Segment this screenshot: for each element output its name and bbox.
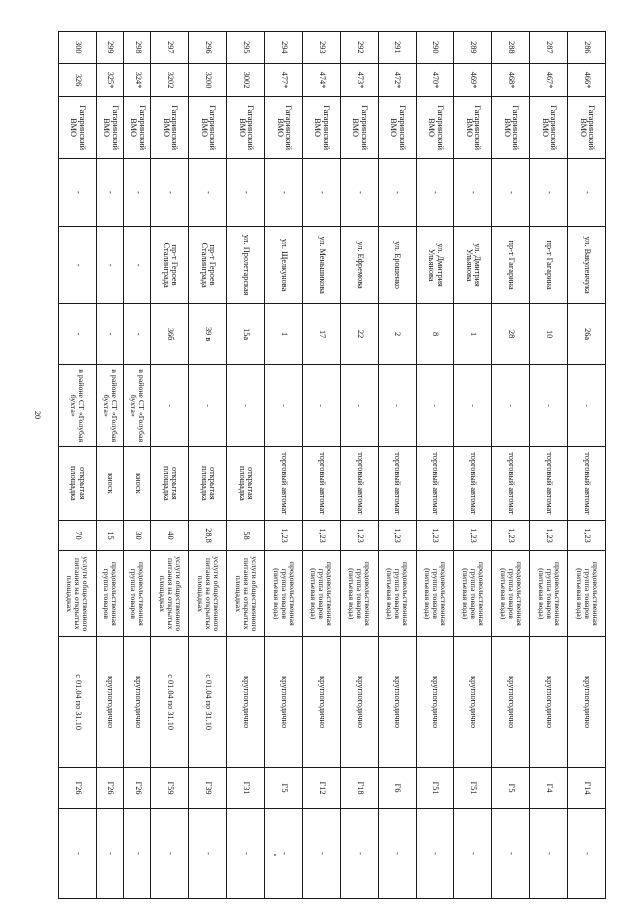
cell-district: Гагаринский ВМО (454, 97, 492, 158)
cell-zone-code: Г18 (340, 768, 378, 809)
cell-zone-code: Г39 (189, 768, 227, 809)
cell-col-empty: - (189, 158, 227, 227)
cell-period: круглогодично (303, 637, 341, 768)
cell-landmark: - (416, 365, 454, 447)
cell-specialization: услуги общественного питания на открытых площадках (151, 551, 189, 637)
cell-house-number: 22 (340, 303, 378, 364)
cell-zone-code: Г5 (492, 768, 530, 809)
cell-district: Гагаринский ВМО (492, 97, 530, 158)
cell-object-type: киоск (96, 447, 123, 521)
cell-street: ул. Щелкунова (265, 227, 303, 304)
cell-landmark: - (378, 365, 416, 447)
cell-street: - (59, 227, 97, 304)
cell-landmark: - (454, 365, 492, 447)
cell-period: круглогодично (492, 637, 530, 768)
cell-row-number: 299 (96, 32, 123, 64)
cell-col-empty: - (340, 158, 378, 227)
cell-house-number: 2 (378, 303, 416, 364)
cell-object-type: торговый автомат (265, 447, 303, 521)
cell-specialization: продовольственная группа товаров (питьевая вода) (492, 551, 530, 637)
cell-district: Гагаринский ВМО (59, 97, 97, 158)
cell-area: 1,23 (568, 520, 606, 551)
cell-landmark: - (303, 365, 341, 447)
cell-row-number: 291 (378, 32, 416, 64)
cell-district: Гагаринский ВМО (265, 97, 303, 158)
cell-district: Гагаринский ВМО (124, 97, 151, 158)
cell-house-number: 26а (568, 303, 606, 364)
table-row (416, 32, 454, 899)
cell-object-number: 470* (416, 63, 454, 97)
table-row (454, 32, 492, 899)
cell-row-number: 286 (568, 32, 606, 64)
cell-period: круглогодично (416, 637, 454, 768)
cell-col-empty: - (151, 158, 189, 227)
cell-object-type: торговый автомат (378, 447, 416, 521)
cell-period: с 01.04 по 31.10 (59, 637, 97, 768)
cell-landmark: - (530, 365, 568, 447)
cell-row-number: 293 (303, 32, 341, 64)
cell-col-empty: - (568, 158, 606, 227)
cell-row-number: 298 (124, 32, 151, 64)
cell-note: - (227, 808, 265, 898)
table-row (59, 32, 97, 899)
cell-object-type: торговый автомат (340, 447, 378, 521)
cell-landmark: в районе СТ «Голубая бухта» (124, 365, 151, 447)
cell-note: - (454, 808, 492, 898)
page-number: 20 (33, 411, 42, 419)
cell-note: - (265, 808, 303, 898)
cell-district: Гагаринский ВМО (568, 97, 606, 158)
cell-object-type: открытая площадка (189, 447, 227, 521)
cell-district: Гагаринский ВМО (96, 97, 123, 158)
cell-period: круглогодично (568, 637, 606, 768)
cell-street: пр-т Героев Сталинграда (189, 227, 227, 304)
cell-note: - (530, 808, 568, 898)
cell-object-type: торговый автомат (416, 447, 454, 521)
cell-district: Гагаринский ВМО (189, 97, 227, 158)
cell-col-empty: - (96, 158, 123, 227)
cell-zone-code: Г31 (227, 768, 265, 809)
cell-col-empty: - (124, 158, 151, 227)
cell-zone-code: Г4 (530, 768, 568, 809)
cell-house-number: - (59, 303, 97, 364)
trade-objects-table (58, 31, 606, 899)
cell-specialization: продовольственная группа товаров (124, 551, 151, 637)
cell-period: с 01.04 по 31.10 (151, 637, 189, 768)
cell-street: - (96, 227, 123, 304)
cell-house-number: 36б (151, 303, 189, 364)
cell-zone-code: Г51 (454, 768, 492, 809)
cell-area: 30 (124, 520, 151, 551)
cell-specialization: продовольственная группа товаров (питьевая вода) (378, 551, 416, 637)
cell-specialization: услуги общественного питания на открытых площадках (189, 551, 227, 637)
table-row (303, 32, 341, 899)
cell-period: круглогодично (340, 637, 378, 768)
cell-row-number: 287 (530, 32, 568, 64)
cell-street: ул. Ефремова (340, 227, 378, 304)
cell-district: Гагаринский ВМО (227, 97, 265, 158)
cell-note: - (416, 808, 454, 898)
cell-row-number: 295 (227, 32, 265, 64)
cell-row-number: 296 (189, 32, 227, 64)
cell-landmark: в районе СТ «Голубая бухта» (59, 365, 97, 447)
table-row (340, 32, 378, 899)
cell-object-number: 3002 (227, 63, 265, 97)
cell-house-number: 28 (492, 303, 530, 364)
cell-landmark: - (227, 365, 265, 447)
cell-specialization: продовольственная группа товаров (питьевая вода) (340, 551, 378, 637)
cell-landmark: - (568, 365, 606, 447)
cell-landmark: - (340, 365, 378, 447)
cell-period: круглогодично (378, 637, 416, 768)
cell-specialization: продовольственная группа товаров (питьевая вода) (416, 551, 454, 637)
cell-area: 1,23 (416, 520, 454, 551)
cell-note: - (340, 808, 378, 898)
cell-landmark: - (265, 365, 303, 447)
cell-col-empty: - (265, 158, 303, 227)
cell-object-type: торговый автомат (530, 447, 568, 521)
cell-period: круглогодично (96, 637, 123, 768)
cell-district: Гагаринский ВМО (416, 97, 454, 158)
cell-street: пр-т Гагарина (492, 227, 530, 304)
cell-row-number: 288 (492, 32, 530, 64)
cell-object-type: открытая площадка (59, 447, 97, 521)
cell-object-number: 468* (492, 63, 530, 97)
cell-specialization: продовольственная группа товаров (питьевая вода) (568, 551, 606, 637)
cell-object-number: 474* (303, 63, 341, 97)
cell-note: - (151, 808, 189, 898)
cell-street: пр-т Героев Сталинграда (151, 227, 189, 304)
cell-col-empty: - (227, 158, 265, 227)
table-row (124, 32, 151, 899)
cell-specialization: продовольственная группа товаров (питьевая вода) (303, 551, 341, 637)
cell-house-number: - (124, 303, 151, 364)
cell-object-number: 469* (454, 63, 492, 97)
cell-period: круглогодично (265, 637, 303, 768)
cell-district: Гагаринский ВМО (530, 97, 568, 158)
cell-period: с 01.04 по 31.10 (189, 637, 227, 768)
cell-area: 58 (227, 520, 265, 551)
cell-note: - (189, 808, 227, 898)
cell-note: - (124, 808, 151, 898)
table-row (189, 32, 227, 899)
cell-period: круглогодично (124, 637, 151, 768)
cell-house-number: 15а (227, 303, 265, 364)
table-row (151, 32, 189, 899)
cell-object-number: 326 (59, 63, 97, 97)
cell-object-type: торговый автомат (492, 447, 530, 521)
cell-house-number: 1 (265, 303, 303, 364)
cell-street: пр-т Гагарина (530, 227, 568, 304)
rotated-table-container (58, 31, 606, 899)
cell-street: - (124, 227, 151, 304)
table-row (227, 32, 265, 899)
cell-zone-code: Г5 (265, 768, 303, 809)
cell-street: ул. Ерошенко (378, 227, 416, 304)
cell-zone-code: Г26 (96, 768, 123, 809)
cell-specialization: продовольственная группа товаров (питьевая вода) (454, 551, 492, 637)
cell-area: 40 (151, 520, 189, 551)
cell-object-number: 3200 (189, 63, 227, 97)
cell-object-number: 466* (568, 63, 606, 97)
cell-zone-code: Г14 (568, 768, 606, 809)
cell-area: 1,23 (492, 520, 530, 551)
cell-object-type: торговый автомат (303, 447, 341, 521)
scan-speck (274, 854, 276, 856)
cell-col-empty: - (378, 158, 416, 227)
cell-object-number: 3202 (151, 63, 189, 97)
cell-house-number: 8 (416, 303, 454, 364)
cell-object-number: 325* (96, 63, 123, 97)
cell-landmark: - (189, 365, 227, 447)
table-row (568, 32, 606, 899)
cell-note: - (303, 808, 341, 898)
cell-district: Гагаринский ВМО (340, 97, 378, 158)
cell-district: Гагаринский ВМО (378, 97, 416, 158)
cell-period: круглогодично (454, 637, 492, 768)
cell-note: - (378, 808, 416, 898)
cell-col-empty: - (492, 158, 530, 227)
cell-object-number: 473* (340, 63, 378, 97)
cell-object-type: открытая площадка (227, 447, 265, 521)
cell-row-number: 292 (340, 32, 378, 64)
cell-area: 1,23 (454, 520, 492, 551)
cell-area: 1,23 (378, 520, 416, 551)
cell-house-number: 17 (303, 303, 341, 364)
cell-zone-code: Г26 (124, 768, 151, 809)
cell-street: ул. Меньшикова (303, 227, 341, 304)
cell-col-empty: - (59, 158, 97, 227)
cell-note: - (568, 808, 606, 898)
table-row (378, 32, 416, 899)
table-row (492, 32, 530, 899)
cell-note: - (492, 808, 530, 898)
cell-row-number: 289 (454, 32, 492, 64)
cell-street: ул. Пролетарская (227, 227, 265, 304)
cell-area: 70 (59, 520, 97, 551)
cell-landmark: - (492, 365, 530, 447)
cell-row-number: 294 (265, 32, 303, 64)
cell-house-number: 39 в (189, 303, 227, 364)
cell-district: Гагаринский ВМО (151, 97, 189, 158)
cell-object-type: торговый автомат (454, 447, 492, 521)
table-row (265, 32, 303, 899)
cell-street: ул. Вакуленчука (568, 227, 606, 304)
cell-specialization: продовольственная группа товаров (питьевая вода) (265, 551, 303, 637)
cell-object-type: торговый автомат (568, 447, 606, 521)
cell-area: 1,23 (303, 520, 341, 551)
cell-zone-code: Г12 (303, 768, 341, 809)
cell-row-number: 297 (151, 32, 189, 64)
cell-object-number: 324* (124, 63, 151, 97)
cell-note: - (59, 808, 97, 898)
table-row (530, 32, 568, 899)
cell-specialization: продовольственная группа товаров (96, 551, 123, 637)
cell-street: ул. Дмитрия Ульянова (454, 227, 492, 304)
cell-house-number: 10 (530, 303, 568, 364)
cell-period: круглогодично (227, 637, 265, 768)
table-body (59, 32, 606, 899)
cell-period: круглогодично (530, 637, 568, 768)
cell-area: 1,23 (265, 520, 303, 551)
cell-zone-code: Г6 (378, 768, 416, 809)
cell-col-empty: - (303, 158, 341, 227)
cell-landmark: в районе СТ «Голубая бухта» (96, 365, 123, 447)
cell-object-type: киоск (124, 447, 151, 521)
cell-area: 1,23 (340, 520, 378, 551)
cell-zone-code: Г59 (151, 768, 189, 809)
cell-row-number: 300 (59, 32, 97, 64)
cell-object-number: 477* (265, 63, 303, 97)
cell-specialization: услуги общественного питания на открытых площадках (227, 551, 265, 637)
cell-col-empty: - (416, 158, 454, 227)
cell-house-number: 1 (454, 303, 492, 364)
cell-col-empty: - (454, 158, 492, 227)
cell-specialization: продовольственная группа товаров (питьевая вода) (530, 551, 568, 637)
cell-zone-code: Г51 (416, 768, 454, 809)
cell-street: ул. Дмитрия Ульянова (416, 227, 454, 304)
cell-note: - (96, 808, 123, 898)
cell-specialization: услуги общественного питания на открытых площадках (59, 551, 97, 637)
cell-district: Гагаринский ВМО (303, 97, 341, 158)
cell-zone-code: Г26 (59, 768, 97, 809)
table-row (96, 32, 123, 899)
cell-area: 15 (96, 520, 123, 551)
cell-object-number: 467* (530, 63, 568, 97)
cell-col-empty: - (530, 158, 568, 227)
cell-house-number: - (96, 303, 123, 364)
cell-area: 1,23 (530, 520, 568, 551)
cell-row-number: 290 (416, 32, 454, 64)
cell-area: 28,8 (189, 520, 227, 551)
cell-object-number: 472* (378, 63, 416, 97)
cell-landmark: - (151, 365, 189, 447)
cell-object-type: открытая площадка (151, 447, 189, 521)
